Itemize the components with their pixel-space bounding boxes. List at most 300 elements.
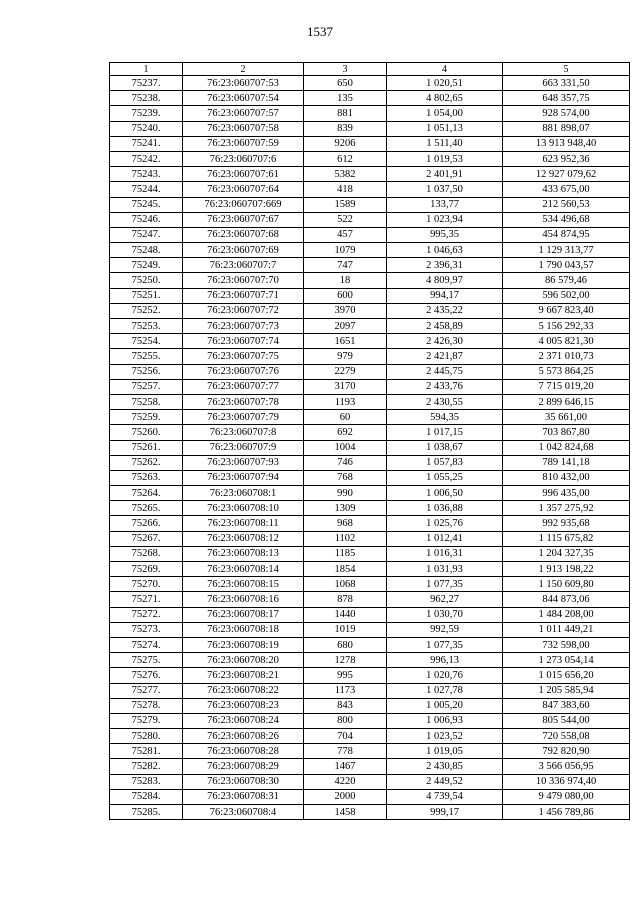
cadastral-value-cell: 992 935,68 — [503, 516, 630, 531]
row-number-cell: 75244. — [110, 182, 183, 197]
area-cell: 9206 — [304, 136, 387, 151]
unit-value-cell: 594,35 — [387, 410, 503, 425]
unit-value-cell: 962,27 — [387, 592, 503, 607]
table-row — [110, 212, 630, 227]
cadastral-value-cell: 86 579,46 — [503, 273, 630, 288]
row-number-cell: 75242. — [110, 151, 183, 166]
unit-value-cell: 2 426,30 — [387, 334, 503, 349]
area-cell: 704 — [304, 729, 387, 744]
unit-value-cell: 1 055,25 — [387, 470, 503, 485]
table-row — [110, 455, 630, 470]
cadastral-value-cell: 1 150 609,80 — [503, 577, 630, 592]
area-cell: 990 — [304, 486, 387, 501]
row-number-cell: 75241. — [110, 136, 183, 151]
area-cell: 4220 — [304, 774, 387, 789]
row-number-cell: 75269. — [110, 562, 183, 577]
cadastral-number-cell: 76:23:060708:10 — [183, 501, 304, 516]
cadastral-number-cell: 76:23:060708:21 — [183, 668, 304, 683]
row-number-cell: 75263. — [110, 470, 183, 485]
area-cell: 1467 — [304, 759, 387, 774]
cadastral-number-cell: 76:23:060707:57 — [183, 106, 304, 121]
table-row — [110, 470, 630, 485]
cadastral-number-cell: 76:23:060707:71 — [183, 288, 304, 303]
unit-value-cell: 2 421,87 — [387, 349, 503, 364]
table-row — [110, 76, 630, 91]
cadastral-number-cell: 76:23:060708:11 — [183, 516, 304, 531]
cadastral-number-cell: 76:23:060707:75 — [183, 349, 304, 364]
area-cell: 1004 — [304, 440, 387, 455]
table-row — [110, 243, 630, 258]
unit-value-cell: 1 020,76 — [387, 668, 503, 683]
table-row — [110, 805, 630, 820]
table-row — [110, 258, 630, 273]
cadastral-number-cell: 76:23:060708:14 — [183, 562, 304, 577]
unit-value-cell: 2 430,85 — [387, 759, 503, 774]
cadastral-number-cell: 76:23:060708:1 — [183, 486, 304, 501]
column-header-5: 5 — [503, 63, 630, 76]
area-cell: 522 — [304, 212, 387, 227]
table-row — [110, 486, 630, 501]
cadastral-number-cell: 76:23:060707:58 — [183, 121, 304, 136]
cadastral-value-cell: 13 913 948,40 — [503, 136, 630, 151]
area-cell: 1185 — [304, 546, 387, 561]
row-number-cell: 75261. — [110, 440, 183, 455]
cadastral-number-cell: 76:23:060708:15 — [183, 577, 304, 592]
cadastral-value-cell: 844 873,06 — [503, 592, 630, 607]
row-number-cell: 75271. — [110, 592, 183, 607]
column-header-2: 2 — [183, 63, 304, 76]
unit-value-cell: 2 401,91 — [387, 167, 503, 182]
cadastral-value-cell: 433 675,00 — [503, 182, 630, 197]
cadastral-number-cell: 76:23:060707:79 — [183, 410, 304, 425]
cadastral-value-cell: 663 331,50 — [503, 76, 630, 91]
cadastral-number-cell: 76:23:060707:54 — [183, 91, 304, 106]
cadastral-value-cell: 2 371 010,73 — [503, 349, 630, 364]
table-row — [110, 501, 630, 516]
row-number-cell: 75254. — [110, 334, 183, 349]
cadastral-value-table — [109, 62, 630, 820]
cadastral-number-cell: 76:23:060708:13 — [183, 546, 304, 561]
area-cell: 5382 — [304, 167, 387, 182]
cadastral-number-cell: 76:23:060708:16 — [183, 592, 304, 607]
cadastral-value-cell: 1 205 585,94 — [503, 683, 630, 698]
column-header-3: 3 — [304, 63, 387, 76]
table-row — [110, 516, 630, 531]
cadastral-number-cell: 76:23:060708:28 — [183, 744, 304, 759]
row-number-cell: 75237. — [110, 76, 183, 91]
unit-value-cell: 1 038,67 — [387, 440, 503, 455]
row-number-cell: 75283. — [110, 774, 183, 789]
cadastral-number-cell: 76:23:060707:68 — [183, 227, 304, 242]
area-cell: 1458 — [304, 805, 387, 820]
unit-value-cell: 2 433,76 — [387, 379, 503, 394]
unit-value-cell: 1 006,93 — [387, 713, 503, 728]
table-row — [110, 197, 630, 212]
cadastral-number-cell: 76:23:060708:24 — [183, 713, 304, 728]
cadastral-number-cell: 76:23:060708:17 — [183, 607, 304, 622]
area-cell: 612 — [304, 151, 387, 166]
unit-value-cell: 1 046,63 — [387, 243, 503, 258]
cadastral-value-cell: 1 011 449,21 — [503, 622, 630, 637]
row-number-cell: 75245. — [110, 197, 183, 212]
table-row — [110, 607, 630, 622]
unit-value-cell: 2 430,55 — [387, 394, 503, 409]
unit-value-cell: 1 027,78 — [387, 683, 503, 698]
row-number-cell: 75251. — [110, 288, 183, 303]
row-number-cell: 75272. — [110, 607, 183, 622]
cadastral-value-cell: 996 435,00 — [503, 486, 630, 501]
cadastral-number-cell: 76:23:060707:7 — [183, 258, 304, 273]
table-row — [110, 227, 630, 242]
cadastral-value-cell: 732 598,00 — [503, 637, 630, 652]
table-row — [110, 136, 630, 151]
table-row — [110, 713, 630, 728]
unit-value-cell: 2 396,31 — [387, 258, 503, 273]
cadastral-number-cell: 76:23:060708:31 — [183, 789, 304, 804]
row-number-cell: 75262. — [110, 455, 183, 470]
cadastral-value-cell: 5 573 864,25 — [503, 364, 630, 379]
cadastral-number-cell: 76:23:060707:6 — [183, 151, 304, 166]
area-cell: 1589 — [304, 197, 387, 212]
area-cell: 1173 — [304, 683, 387, 698]
area-cell: 995 — [304, 668, 387, 683]
table-row — [110, 288, 630, 303]
cadastral-number-cell: 76:23:060708:30 — [183, 774, 304, 789]
unit-value-cell: 1 025,76 — [387, 516, 503, 531]
area-cell: 1019 — [304, 622, 387, 637]
unit-value-cell: 1 054,00 — [387, 106, 503, 121]
cadastral-value-cell: 10 336 974,40 — [503, 774, 630, 789]
table-row — [110, 562, 630, 577]
unit-value-cell: 992,59 — [387, 622, 503, 637]
row-number-cell: 75243. — [110, 167, 183, 182]
unit-value-cell: 1 036,88 — [387, 501, 503, 516]
area-cell: 60 — [304, 410, 387, 425]
cadastral-number-cell: 76:23:060708:4 — [183, 805, 304, 820]
cadastral-value-cell: 1 015 656,20 — [503, 668, 630, 683]
cadastral-value-cell: 9 667 823,40 — [503, 303, 630, 318]
cadastral-number-cell: 76:23:060707:67 — [183, 212, 304, 227]
cadastral-number-cell: 76:23:060707:72 — [183, 303, 304, 318]
cadastral-value-cell: 3 566 056,95 — [503, 759, 630, 774]
area-cell: 692 — [304, 425, 387, 440]
unit-value-cell: 4 802,65 — [387, 91, 503, 106]
table-row — [110, 653, 630, 668]
area-cell: 979 — [304, 349, 387, 364]
area-cell: 746 — [304, 455, 387, 470]
cadastral-value-cell: 1 913 198,22 — [503, 562, 630, 577]
table-row — [110, 410, 630, 425]
area-cell: 747 — [304, 258, 387, 273]
area-cell: 778 — [304, 744, 387, 759]
cadastral-value-cell: 928 574,00 — [503, 106, 630, 121]
area-cell: 2000 — [304, 789, 387, 804]
table-row — [110, 121, 630, 136]
table-row — [110, 546, 630, 561]
unit-value-cell: 2 435,22 — [387, 303, 503, 318]
cadastral-number-cell: 76:23:060707:61 — [183, 167, 304, 182]
table-row — [110, 364, 630, 379]
row-number-cell: 75285. — [110, 805, 183, 820]
table-row — [110, 182, 630, 197]
cadastral-value-cell: 1 484 208,00 — [503, 607, 630, 622]
unit-value-cell: 1 012,41 — [387, 531, 503, 546]
unit-value-cell: 996,13 — [387, 653, 503, 668]
table-row — [110, 91, 630, 106]
area-cell: 418 — [304, 182, 387, 197]
cadastral-value-cell: 5 156 292,33 — [503, 319, 630, 334]
row-number-cell: 75246. — [110, 212, 183, 227]
row-number-cell: 75267. — [110, 531, 183, 546]
area-cell: 800 — [304, 713, 387, 728]
table-row — [110, 637, 630, 652]
row-number-cell: 75239. — [110, 106, 183, 121]
unit-value-cell: 1 511,40 — [387, 136, 503, 151]
row-number-cell: 75248. — [110, 243, 183, 258]
row-number-cell: 75238. — [110, 91, 183, 106]
row-number-cell: 75277. — [110, 683, 183, 698]
area-cell: 1079 — [304, 243, 387, 258]
unit-value-cell: 1 017,15 — [387, 425, 503, 440]
cadastral-number-cell: 76:23:060707:73 — [183, 319, 304, 334]
area-cell: 878 — [304, 592, 387, 607]
unit-value-cell: 1 030,70 — [387, 607, 503, 622]
row-number-cell: 75275. — [110, 653, 183, 668]
unit-value-cell: 4 809,97 — [387, 273, 503, 288]
cadastral-value-cell: 2 899 646,15 — [503, 394, 630, 409]
table-row — [110, 319, 630, 334]
cadastral-value-cell: 720 558,08 — [503, 729, 630, 744]
row-number-cell: 75274. — [110, 637, 183, 652]
cadastral-value-cell: 596 502,00 — [503, 288, 630, 303]
unit-value-cell: 2 449,52 — [387, 774, 503, 789]
area-cell: 3170 — [304, 379, 387, 394]
row-number-cell: 75259. — [110, 410, 183, 425]
cadastral-number-cell: 76:23:060707:8 — [183, 425, 304, 440]
cadastral-value-cell: 623 952,36 — [503, 151, 630, 166]
table-row — [110, 273, 630, 288]
cadastral-number-cell: 76:23:060707:78 — [183, 394, 304, 409]
table-row — [110, 151, 630, 166]
row-number-cell: 75260. — [110, 425, 183, 440]
cadastral-number-cell: 76:23:060707:77 — [183, 379, 304, 394]
cadastral-value-cell: 847 383,60 — [503, 698, 630, 713]
cadastral-number-cell: 76:23:060707:94 — [183, 470, 304, 485]
row-number-cell: 75257. — [110, 379, 183, 394]
unit-value-cell: 4 739,54 — [387, 789, 503, 804]
cadastral-number-cell: 76:23:060707:669 — [183, 197, 304, 212]
column-header-1: 1 — [110, 63, 183, 76]
cadastral-number-cell: 76:23:060708:22 — [183, 683, 304, 698]
cadastral-number-cell: 76:23:060708:26 — [183, 729, 304, 744]
area-cell: 1854 — [304, 562, 387, 577]
table-header-row — [110, 63, 630, 76]
area-cell: 600 — [304, 288, 387, 303]
cadastral-number-cell: 76:23:060708:29 — [183, 759, 304, 774]
cadastral-number-cell: 76:23:060708:23 — [183, 698, 304, 713]
row-number-cell: 75247. — [110, 227, 183, 242]
cadastral-number-cell: 76:23:060708:12 — [183, 531, 304, 546]
cadastral-number-cell: 76:23:060708:19 — [183, 637, 304, 652]
unit-value-cell: 1 077,35 — [387, 637, 503, 652]
cadastral-value-cell: 805 544,00 — [503, 713, 630, 728]
area-cell: 1651 — [304, 334, 387, 349]
area-cell: 1102 — [304, 531, 387, 546]
row-number-cell: 75258. — [110, 394, 183, 409]
table-row — [110, 349, 630, 364]
row-number-cell: 75276. — [110, 668, 183, 683]
table-row — [110, 698, 630, 713]
unit-value-cell: 1 051,13 — [387, 121, 503, 136]
row-number-cell: 75240. — [110, 121, 183, 136]
cadastral-value-cell: 789 141,18 — [503, 455, 630, 470]
cadastral-value-cell: 4 005 821,30 — [503, 334, 630, 349]
cadastral-value-cell: 454 874,95 — [503, 227, 630, 242]
table-row — [110, 622, 630, 637]
row-number-cell: 75280. — [110, 729, 183, 744]
area-cell: 1309 — [304, 501, 387, 516]
row-number-cell: 75273. — [110, 622, 183, 637]
row-number-cell: 75282. — [110, 759, 183, 774]
table-row — [110, 379, 630, 394]
area-cell: 135 — [304, 91, 387, 106]
area-cell: 3970 — [304, 303, 387, 318]
cadastral-number-cell: 76:23:060708:20 — [183, 653, 304, 668]
unit-value-cell: 1 006,50 — [387, 486, 503, 501]
cadastral-value-cell: 1 115 675,82 — [503, 531, 630, 546]
row-number-cell: 75256. — [110, 364, 183, 379]
row-number-cell: 75284. — [110, 789, 183, 804]
row-number-cell: 75265. — [110, 501, 183, 516]
area-cell: 680 — [304, 637, 387, 652]
unit-value-cell: 1 023,94 — [387, 212, 503, 227]
table-row — [110, 774, 630, 789]
cadastral-number-cell: 76:23:060708:18 — [183, 622, 304, 637]
row-number-cell: 75268. — [110, 546, 183, 561]
table-row — [110, 789, 630, 804]
cadastral-number-cell: 76:23:060707:64 — [183, 182, 304, 197]
cadastral-number-cell: 76:23:060707:70 — [183, 273, 304, 288]
table-row — [110, 106, 630, 121]
unit-value-cell: 994,17 — [387, 288, 503, 303]
area-cell: 968 — [304, 516, 387, 531]
row-number-cell: 75252. — [110, 303, 183, 318]
table-row — [110, 167, 630, 182]
unit-value-cell: 1 019,53 — [387, 151, 503, 166]
area-cell: 768 — [304, 470, 387, 485]
unit-value-cell: 1 037,50 — [387, 182, 503, 197]
area-cell: 18 — [304, 273, 387, 288]
cadastral-value-cell: 1 790 043,57 — [503, 258, 630, 273]
table-row — [110, 759, 630, 774]
cadastral-value-cell: 212 560,53 — [503, 197, 630, 212]
row-number-cell: 75278. — [110, 698, 183, 713]
area-cell: 2279 — [304, 364, 387, 379]
page-number: 1537 — [307, 24, 333, 39]
row-number-cell: 75253. — [110, 319, 183, 334]
cadastral-number-cell: 76:23:060707:53 — [183, 76, 304, 91]
area-cell: 1440 — [304, 607, 387, 622]
cadastral-value-cell: 7 715 019,20 — [503, 379, 630, 394]
table-row — [110, 683, 630, 698]
table-row — [110, 440, 630, 455]
cadastral-value-cell: 703 867,80 — [503, 425, 630, 440]
table-row — [110, 668, 630, 683]
cadastral-number-cell: 76:23:060707:9 — [183, 440, 304, 455]
row-number-cell: 75266. — [110, 516, 183, 531]
cadastral-value-cell: 881 898,07 — [503, 121, 630, 136]
row-number-cell: 75249. — [110, 258, 183, 273]
area-cell: 1068 — [304, 577, 387, 592]
cadastral-number-cell: 76:23:060707:74 — [183, 334, 304, 349]
cadastral-value-cell: 792 820,90 — [503, 744, 630, 759]
unit-value-cell: 1 016,31 — [387, 546, 503, 561]
unit-value-cell: 999,17 — [387, 805, 503, 820]
unit-value-cell: 1 023,52 — [387, 729, 503, 744]
cadastral-value-cell: 1 129 313,77 — [503, 243, 630, 258]
unit-value-cell: 995,35 — [387, 227, 503, 242]
row-number-cell: 75264. — [110, 486, 183, 501]
unit-value-cell: 1 019,05 — [387, 744, 503, 759]
table-row — [110, 334, 630, 349]
column-header-4: 4 — [387, 63, 503, 76]
cadastral-number-cell: 76:23:060707:76 — [183, 364, 304, 379]
area-cell: 2097 — [304, 319, 387, 334]
unit-value-cell: 1 057,83 — [387, 455, 503, 470]
cadastral-number-cell: 76:23:060707:59 — [183, 136, 304, 151]
table-row — [110, 729, 630, 744]
cadastral-value-cell: 1 357 275,92 — [503, 501, 630, 516]
cadastral-value-cell: 1 042 824,68 — [503, 440, 630, 455]
row-number-cell: 75279. — [110, 713, 183, 728]
cadastral-number-cell: 76:23:060707:69 — [183, 243, 304, 258]
cadastral-value-cell: 810 432,00 — [503, 470, 630, 485]
table-row — [110, 303, 630, 318]
cadastral-value-cell: 1 204 327,35 — [503, 546, 630, 561]
row-number-cell: 75281. — [110, 744, 183, 759]
unit-value-cell: 1 031,93 — [387, 562, 503, 577]
area-cell: 843 — [304, 698, 387, 713]
unit-value-cell: 2 445,75 — [387, 364, 503, 379]
cadastral-value-cell: 9 479 080,00 — [503, 789, 630, 804]
area-cell: 839 — [304, 121, 387, 136]
cadastral-value-cell: 12 927 079,62 — [503, 167, 630, 182]
table-row — [110, 394, 630, 409]
unit-value-cell: 1 020,51 — [387, 76, 503, 91]
cadastral-value-cell: 1 456 789,86 — [503, 805, 630, 820]
area-cell: 1278 — [304, 653, 387, 668]
area-cell: 457 — [304, 227, 387, 242]
unit-value-cell: 1 005,20 — [387, 698, 503, 713]
row-number-cell: 75250. — [110, 273, 183, 288]
table-row — [110, 531, 630, 546]
cadastral-number-cell: 76:23:060707:93 — [183, 455, 304, 470]
area-cell: 881 — [304, 106, 387, 121]
cadastral-value-cell: 648 357,75 — [503, 91, 630, 106]
row-number-cell: 75270. — [110, 577, 183, 592]
row-number-cell: 75255. — [110, 349, 183, 364]
table-row — [110, 425, 630, 440]
cadastral-value-cell: 35 661,00 — [503, 410, 630, 425]
unit-value-cell: 1 077,35 — [387, 577, 503, 592]
area-cell: 1193 — [304, 394, 387, 409]
table-row — [110, 592, 630, 607]
table-row — [110, 577, 630, 592]
cadastral-value-cell: 534 496,68 — [503, 212, 630, 227]
table-row — [110, 744, 630, 759]
unit-value-cell: 2 458,89 — [387, 319, 503, 334]
area-cell: 650 — [304, 76, 387, 91]
